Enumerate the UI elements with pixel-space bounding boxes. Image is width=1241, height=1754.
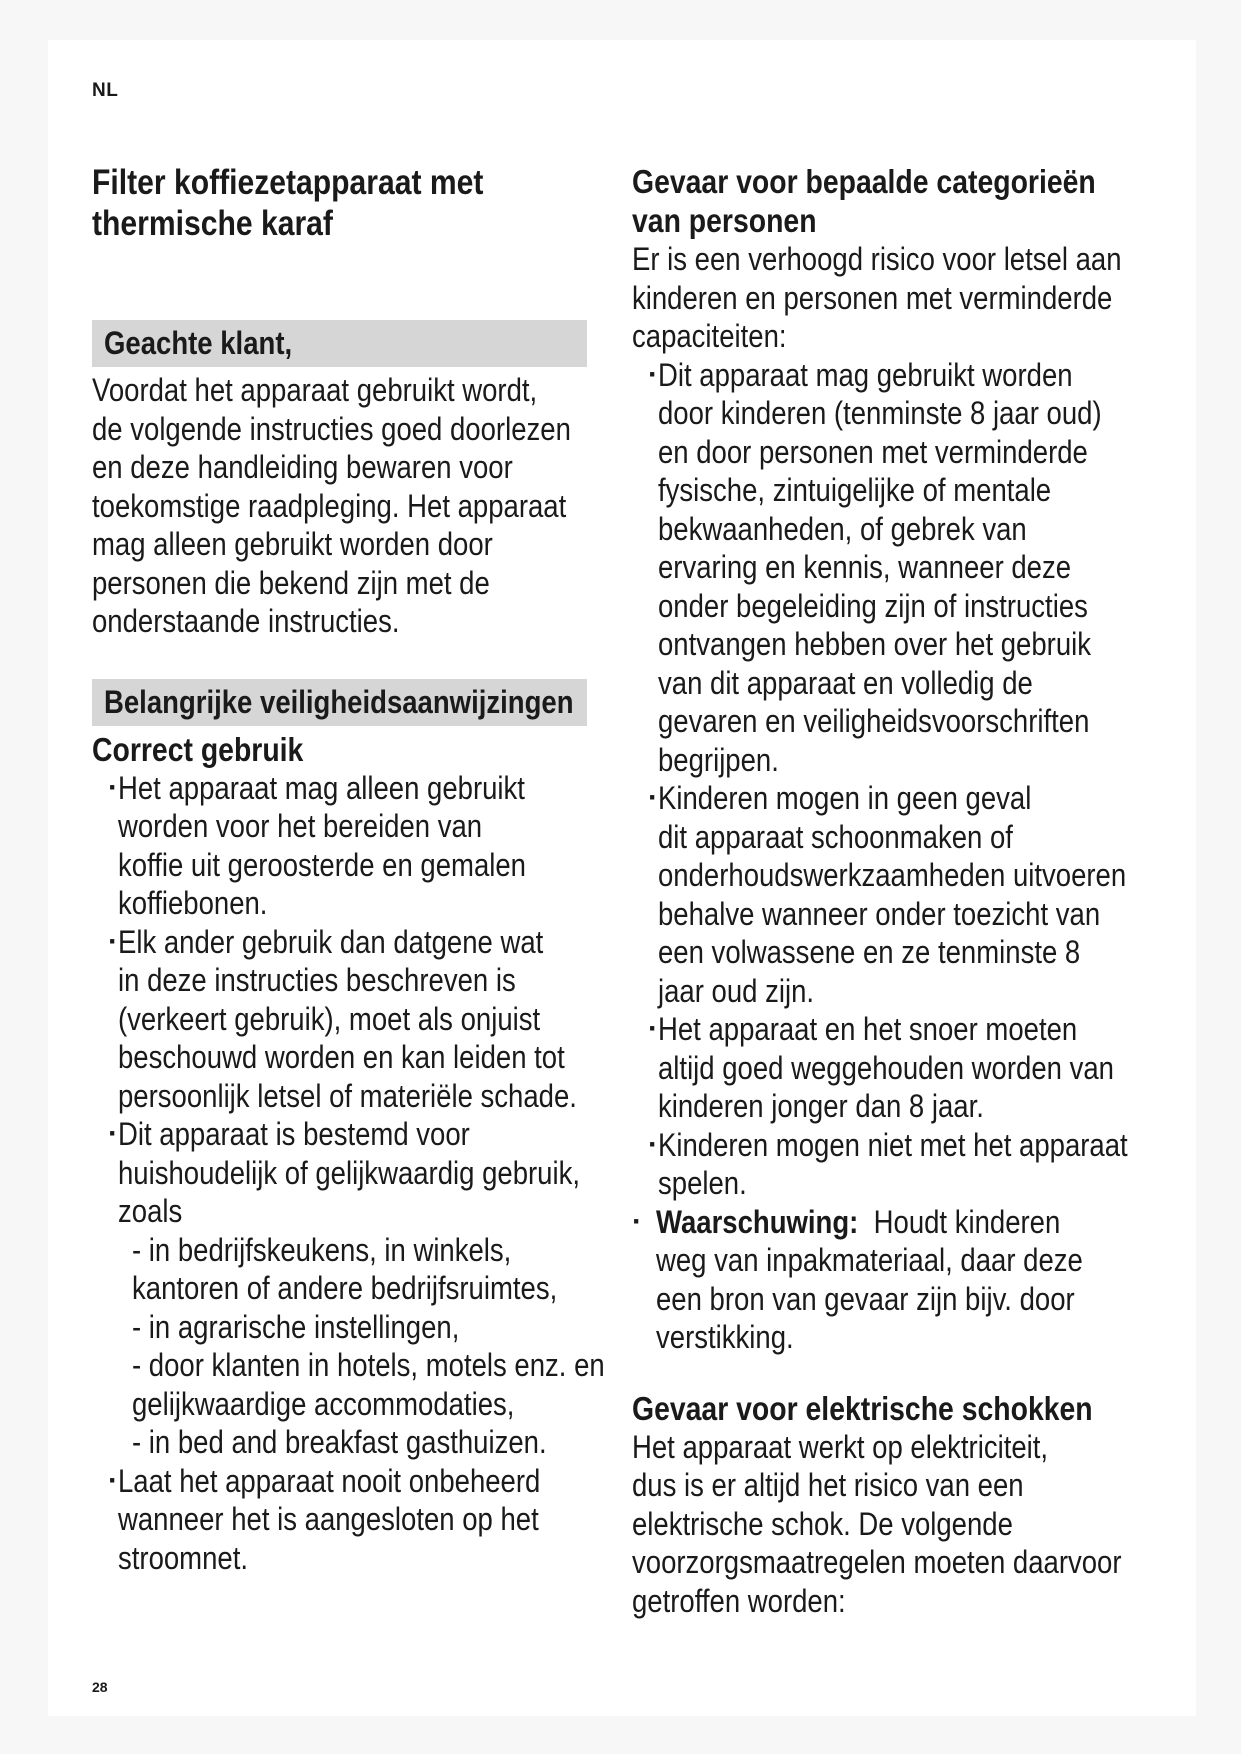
list-item: · Laat het apparaat nooit onbeheerd wanneer het is aangesloten op het stroomnet. [108, 1462, 541, 1576]
section-heading-veiligheid: Belangrijke veiligheidsaanwijzingen [92, 679, 587, 726]
left-column [92, 162, 605, 1577]
warning-item: · Waarschuwing: Houdt kinderen weg van inpakmateriaal, daar deze een bron van gevaar zijn bijv. door verstikking. [632, 1203, 1083, 1355]
intro-paragraph: Voordat het apparaat gebruikt wordt, de volgende instructies goed doorlezen en deze handleiding bewaren voor toekomstige raadpleging. Het apparaat mag alleen gebruikt worden door personen die bekend zijn met de onderstaande instructies. [92, 372, 571, 639]
list-item: · Het apparaat mag alleen gebruikt worden voor het bereiden van koffie uit geroosterde en gemalen koffiebonen. [108, 769, 526, 921]
subheading-correct-gebruik: Correct gebruik [92, 730, 304, 768]
language-code: NL [92, 80, 119, 101]
risk-intro-paragraph: Er is een verhoogd risico voor letsel aan kinderen en personen met verminderde capaciteiten: [632, 241, 1122, 354]
electric-shock-paragraph: Het apparaat werkt op elektriciteit, dus is er altijd het risico van een elektrische schok. De volgende voorzorgsmaatregelen moeten daarvoor getroffen worden: [632, 1428, 1122, 1619]
list-item: · Het apparaat en het snoer moeten altijd goed weggehouden worden van kinderen jonger dan 8 jaar. [648, 1011, 1114, 1124]
list-item: · Dit apparaat is bestemd voor huishoudelijk of gelijkwaardig gebruik, zoals [108, 1116, 580, 1229]
usage-examples-list: - in bedrijfskeukens, in winkels, kantoren of andere bedrijfsruimtes, - in agrarische instellingen, - door klanten in hotels, motels enz. en gelijkwaardige accommodaties, - in bed and breakfast gasthuizen. [132, 1231, 605, 1460]
section-heading-categorieen: Gevaar voor bepaalde categorieën van personen [632, 163, 1096, 239]
list-item: · Kinderen mogen in geen geval dit apparaat schoonmaken of onderhoudswerkzaamheden uitvoeren behalve wanneer onder toezicht van een volwassene en ze tenminste 8 jaar oud zijn. [648, 780, 1127, 1009]
document-title: Filter koffiezetapparaat met thermische karaf [92, 163, 484, 243]
list-item: · Kinderen mogen niet met het apparaat spelen. [648, 1126, 1128, 1201]
page-number: 28 [92, 1679, 108, 1695]
list-item: · Elk ander gebruik dan datgene wat in deze instructies beschreven is (verkeert gebruik), moet als onjuist beschouwd worden en kan leiden tot persoonlijk letsel of materiële schade. [108, 923, 577, 1114]
usage-bullet-list [92, 769, 605, 1578]
section-heading-geachte-klant: Geachte klant, [92, 320, 587, 367]
right-column [632, 162, 1152, 1620]
warning-label: Waarschuwing: [656, 1203, 859, 1240]
list-item: · Dit apparaat mag gebruikt worden door kinderen (tenminste 8 jaar oud) en door personen met verminderde fysische, zintuigelijke of mentale bekwaanheden, of gebrek van ervaring en kennis, wanneer deze onder begeleiding zijn of instructies ontvangen hebben over het gebruik van dit apparaat en volledig de gevaren en veiligheidsvoorschriften begrijpen. [648, 356, 1102, 778]
persons-bullet-list [632, 356, 1152, 1357]
section-heading-elektrische-schokken: Gevaar voor elektrische schokken [632, 1389, 1093, 1427]
